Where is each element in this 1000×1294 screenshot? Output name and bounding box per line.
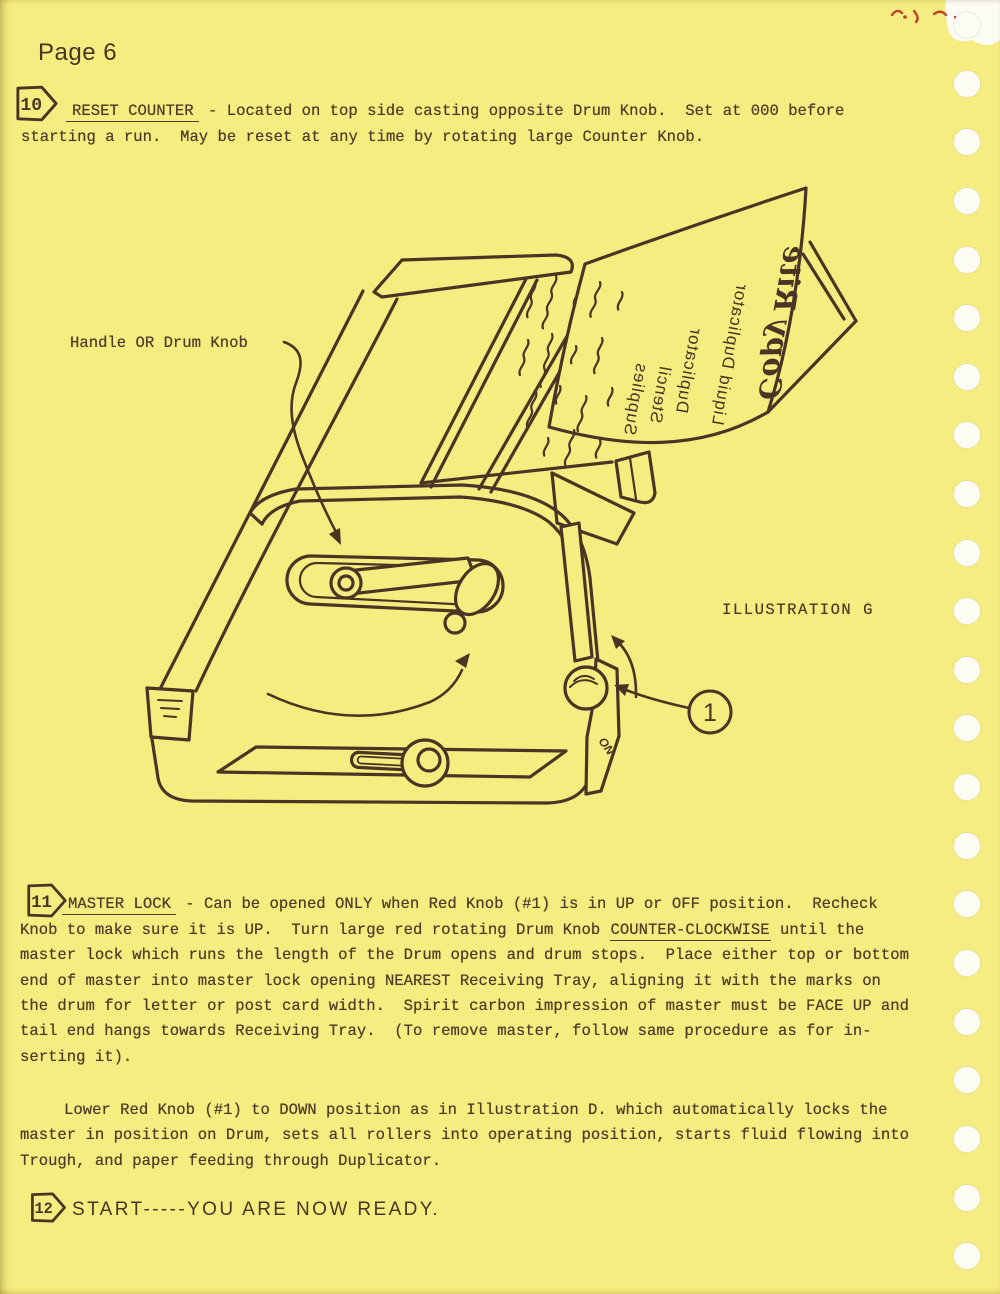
master-sheet-line-duplicator: Duplicator — [672, 326, 706, 415]
svg-text:12: 12 — [34, 1200, 53, 1219]
step11-line1 — [62, 891, 878, 917]
step11-line4: end of master into master lock opening NEAREST Receiving Tray, aligning it with the marks on — [20, 972, 881, 990]
step-badge-10 — [15, 84, 59, 123]
closing-line2: master in position on Drum, sets all rollers into operating position, starts fluid flowing into — [20, 1126, 909, 1144]
illustration-caption: ILLUSTRATION G — [722, 601, 875, 619]
step10-heading: RESET COUNTER — [66, 102, 199, 122]
body-front-edge — [196, 299, 397, 691]
step11-line3: master lock which runs the length of the Drum opens and drum stops. Place either top or bottom — [20, 946, 909, 964]
callout-1-leader — [626, 690, 689, 708]
rear-foot — [147, 688, 193, 740]
handle-pivot — [331, 568, 361, 598]
step11-line7: serting it). — [20, 1048, 133, 1066]
master-sheet-line-liquid-duplicator: Liquid Duplicator — [708, 281, 752, 427]
feed-board-top-rail — [374, 255, 572, 297]
step11-counter-clockwise: COUNTER-CLOCKWISE — [610, 921, 770, 939]
callout-1-number: 1 — [703, 699, 717, 727]
knob-arm — [561, 523, 592, 661]
svg-text:10: 10 — [20, 96, 43, 117]
step11-line2: Knob to make sure it is UP. Turn large red rotating Drum Knob COUNTER-CLOCKWISE until the — [20, 921, 865, 939]
page-number: Page 6 — [38, 39, 118, 66]
step11-heading: MASTER LOCK — [62, 895, 176, 915]
step10-line2: starting a run. May be reset at any time by rotating large Counter Knob. — [21, 128, 705, 146]
closing-line3: Trough, and paper feeding through Duplicator. — [20, 1152, 442, 1170]
step11-line6: tail end hangs towards Receiving Tray. (To remove master, follow same procedure as for in- — [20, 1022, 872, 1040]
duplicator-drawing — [147, 188, 856, 803]
master-sheet-line-supplies: Supplies — [620, 361, 652, 437]
master-sheet-line-stencil: Stencil — [646, 364, 675, 425]
master-sheet-line-copy-rite: Copy Rite — [751, 242, 812, 403]
step10-line1-rest: - Located on top side casting opposite Drum Knob. Set at 000 before — [198, 102, 845, 120]
binding-holes — [954, 12, 981, 1270]
step-badge-12 — [30, 1191, 67, 1224]
step12-text: START-----YOU ARE NOW READY. — [72, 1199, 441, 1220]
red-knob-1 — [565, 667, 607, 709]
step11-line1-rest: - Can be opened ONLY when Red Knob (#1) is in UP or OFF position. Recheck — [175, 895, 878, 913]
on-label: ON — [595, 734, 618, 758]
step10-line1 — [66, 98, 844, 124]
closing-line1: Lower Red Knob (#1) to DOWN position as in Illustration D. which automatically locks the — [64, 1101, 888, 1119]
feed-board-bottom-edge — [421, 462, 612, 483]
step11-line5: the drum for letter or post card width. Spirit carbon impression of master must be FACE UP and — [20, 997, 909, 1015]
handle-label: Handle OR Drum Knob — [70, 334, 248, 352]
svg-text:11: 11 — [31, 893, 52, 913]
handle-label-arrow — [284, 342, 337, 534]
rotation-arrow — [268, 670, 462, 716]
